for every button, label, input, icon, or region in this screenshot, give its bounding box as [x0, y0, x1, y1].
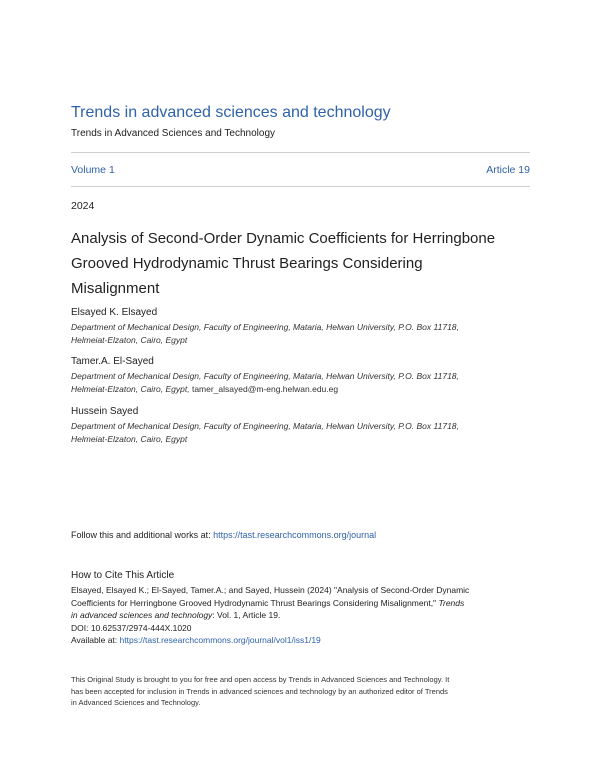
affiliation-line: Helmeiat-Elzaton, Cairo, Egypt	[71, 434, 188, 444]
citation-available	[71, 634, 531, 647]
affiliation-line: Department of Mechanical Design, Faculty of Engineering, Mataria, Helwan University, P.O. Box 11718,	[71, 421, 459, 431]
affiliation-line: Helmeiat-Elzaton, Cairo, Egypt	[71, 335, 188, 345]
follow-works	[71, 530, 376, 540]
access-statement	[71, 674, 531, 709]
paper-title	[71, 226, 531, 301]
footer-line: in Advanced Sciences and Technology.	[71, 698, 201, 707]
article-link[interactable]: Article 19	[486, 164, 530, 176]
author-affiliation	[71, 420, 531, 446]
cite-heading: How to Cite This Article	[71, 570, 175, 581]
author-affiliation	[71, 370, 531, 396]
author-name: Hussein Sayed	[71, 406, 139, 417]
follow-text: Follow this and additional works at:	[71, 530, 214, 540]
volume-link[interactable]: Volume 1	[71, 164, 115, 176]
author-name: Elsayed K. Elsayed	[71, 307, 158, 318]
available-label: Available at:	[71, 635, 120, 645]
citation-line	[71, 609, 531, 622]
citation-journal: in advanced sciences and technology	[71, 610, 213, 620]
volume-row	[71, 164, 530, 176]
citation-text: Coefficients for Herringbone Grooved Hydrodynamic Thrust Bearings Considering Misalignment,"	[71, 597, 439, 608]
citation-line: Elsayed, Elsayed K.; El-Sayed, Tamer.A.; and Sayed, Hussein (2024) "Analysis of Second-Order Dynamic	[71, 585, 470, 595]
divider-bottom	[71, 186, 530, 187]
journal-title-link[interactable]: Trends in advanced sciences and technology	[71, 104, 391, 121]
publication-year: 2024	[71, 200, 95, 212]
citation-doi: DOI: 10.62537/2974-444X.1020	[71, 622, 192, 633]
author-name: Tamer.A. El-Sayed	[71, 356, 154, 367]
paper-title-line: Analysis of Second-Order Dynamic Coefficients for Herringbone	[71, 230, 496, 247]
paper-title-line: Grooved Hydrodynamic Thrust Bearings Considering	[71, 255, 423, 272]
affiliation-line-text: Helmeiat-Elzaton, Cairo, Egypt	[71, 384, 188, 394]
footer-line: This Original Study is brought to you for free and open access by Trends in Advanced Sciences and Technology. It	[71, 675, 450, 684]
affiliation-line: Department of Mechanical Design, Faculty of Engineering, Mataria, Helwan University, P.O. Box 11718,	[71, 371, 459, 381]
journal-url-link[interactable]: https://tast.researchcommons.org/journal	[213, 530, 377, 540]
affiliation-line: Helmeiat-Elzaton, Cairo, Egypt, tamer_alsayed@m-eng.helwan.edu.eg	[71, 384, 339, 394]
author-affiliation	[71, 321, 531, 347]
divider-top	[71, 152, 530, 153]
citation-journal: Trends	[438, 597, 465, 608]
article-url-link[interactable]: https://tast.researchcommons.org/journal/vol1/iss1/19	[119, 635, 321, 645]
paper-title-line: Misalignment	[71, 280, 160, 297]
citation-block	[71, 584, 531, 647]
citation-line	[71, 597, 531, 610]
journal-subtitle: Trends in Advanced Sciences and Technology	[71, 128, 276, 139]
author-email[interactable]: tamer_alsayed@m-eng.helwan.edu.eg	[191, 384, 339, 394]
footer-line: has been accepted for inclusion in Trends in advanced sciences and technology by an authorized editor of Trends	[71, 686, 448, 696]
citation-volume: : Vol. 1, Article 19.	[212, 610, 281, 620]
affiliation-line: Department of Mechanical Design, Faculty of Engineering, Mataria, Helwan University, P.O. Box 11718,	[71, 322, 459, 332]
